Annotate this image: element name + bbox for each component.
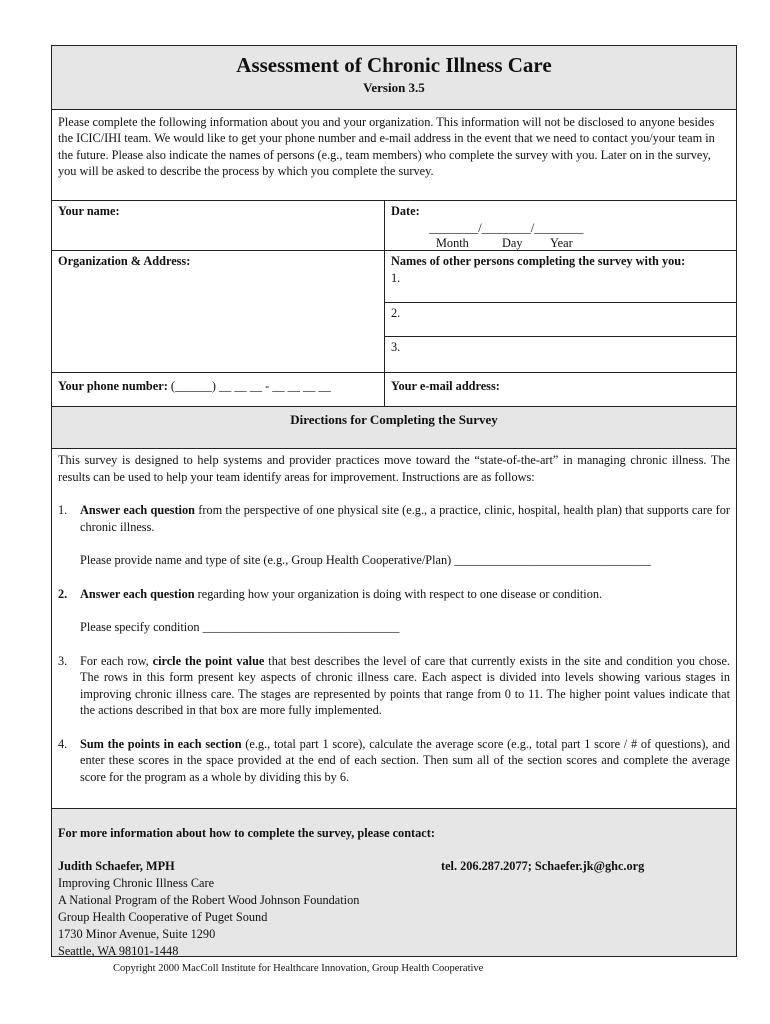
item-number: 2. [58,586,68,601]
item-text: (e.g., total part 1 score), calculate the average score (e.g., total part 1 score / # of questions), and enter these scores in the space provided at the end of each section. Then sum all of the section scores and complete the average score for the program as a whole by dividing this by 6. [80,736,730,784]
other-persons-label: Names of other persons completing the survey with you: [391,254,686,268]
item-bold-text: Answer each question [80,503,195,517]
item-pre-text: For each row, [80,653,153,668]
item-bold-text: circle the point value [152,653,265,668]
contact-tel-email: tel. 206.287.2077; Schaefer.jk@ghc.org [441,859,645,873]
contact-line: Improving Chronic Illness Care [58,876,215,890]
item-text: that best describes the level of care that currently exists in the site and condition you chose. The rows in this form present key aspects of chronic illness care. Each aspect is divided into levels showing various stages in improving chronic illness care. The stages are represented by points that range from 0 to 11. The higher point values indicate that the actions described in that box are more fully implemented. [80,653,730,717]
person-3-label: 3. [391,340,401,354]
date-year-label: Year [550,236,573,250]
contact-line: Group Health Cooperative of Puget Sound [58,910,268,924]
intro-text: Please complete the following information about you and your organization. This information will not be disclosed to anyone besides the ICIC/IHI team. We would like to get your phone number and e-mail address in the event that we need to contact you/your team in the future. Please also indicate the names of persons (e.g., team members) who complete the survey with you. Later on in the survey, you will be asked to describe the process by which you complete the survey. [52,110,736,201]
contact-line: 1730 Minor Avenue, Suite 1290 [58,927,216,941]
organization-row [52,251,736,373]
condition-prompt[interactable]: Please specify condition ________________________________ [80,620,400,634]
form-header [52,46,736,110]
person-2-field[interactable] [385,303,736,337]
copyright-footer: Copyright 2000 MacColl Institute for Healthcare Innovation, Group Health Cooperative [113,963,484,974]
person-1-label: 1. [391,271,401,285]
your-name-field[interactable] [52,201,385,250]
person-1-field[interactable] [385,251,736,303]
name-date-row [52,201,736,251]
directions-heading: Directions for Completing the Survey [52,407,736,449]
phone-blank: (______) __ __ __ - __ __ __ __ [170,379,331,393]
directions-intro: This survey is designed to help systems and provider practices move toward the “state-of-the-art” in managing chronic illness. The results can be used to help your team identify areas for improvement. Instructions are as follows: [58,453,730,484]
date-blank: ________/________/________ [429,221,584,235]
your-name-label: Your name: [58,204,120,218]
item-number: 3. [58,653,68,668]
page-title: Assessment of Chronic Illness Care [236,53,552,77]
direction-item-2 [58,586,730,603]
item-number: 1. [58,503,68,517]
direction-item-3 [58,653,730,719]
date-day-label: Day [502,236,523,250]
direction-item-1 [58,502,730,535]
directions-body [52,449,736,809]
other-persons-field [385,251,736,372]
contact-name: Judith Schaefer, MPH [58,859,175,873]
item-bold-text: Answer each question [80,586,195,601]
person-3-field[interactable] [385,337,736,372]
person-2-label: 2. [391,306,401,320]
contact-section [52,809,736,956]
date-parts [436,236,730,251]
organization-field[interactable] [52,251,385,372]
email-label: Your e-mail address: [391,379,500,393]
email-field[interactable] [385,373,736,406]
phone-field[interactable] [52,373,385,406]
version-label: Version 3.5 [363,80,425,95]
item-bold-text: Sum the points in each section [80,736,242,751]
contact-heading: For more information about how to complete the survey, please contact: [58,826,435,840]
item-text: from the perspective of one physical site (e.g., a practice, clinic, hospital, health plan) that supports care for chronic illness. [80,503,730,534]
item-number: 4. [58,736,68,751]
date-month-label: Month [436,236,469,250]
item-text: regarding how your organization is doing with respect to one disease or condition. [194,586,603,601]
date-field[interactable] [385,201,736,250]
contact-info-row [52,373,736,407]
survey-form [51,45,737,957]
date-label: Date: [391,204,420,218]
contact-line: A National Program of the Robert Wood Johnson Foundation [58,893,360,907]
organization-label: Organization & Address: [58,254,191,268]
contact-line: Seattle, WA 98101-1448 [58,944,179,958]
direction-item-4 [58,736,730,786]
site-name-prompt[interactable]: Please provide name and type of site (e.g., Group Health Cooperative/Plan) ________________________________ [80,553,652,567]
phone-label: Your phone number: [58,379,168,393]
